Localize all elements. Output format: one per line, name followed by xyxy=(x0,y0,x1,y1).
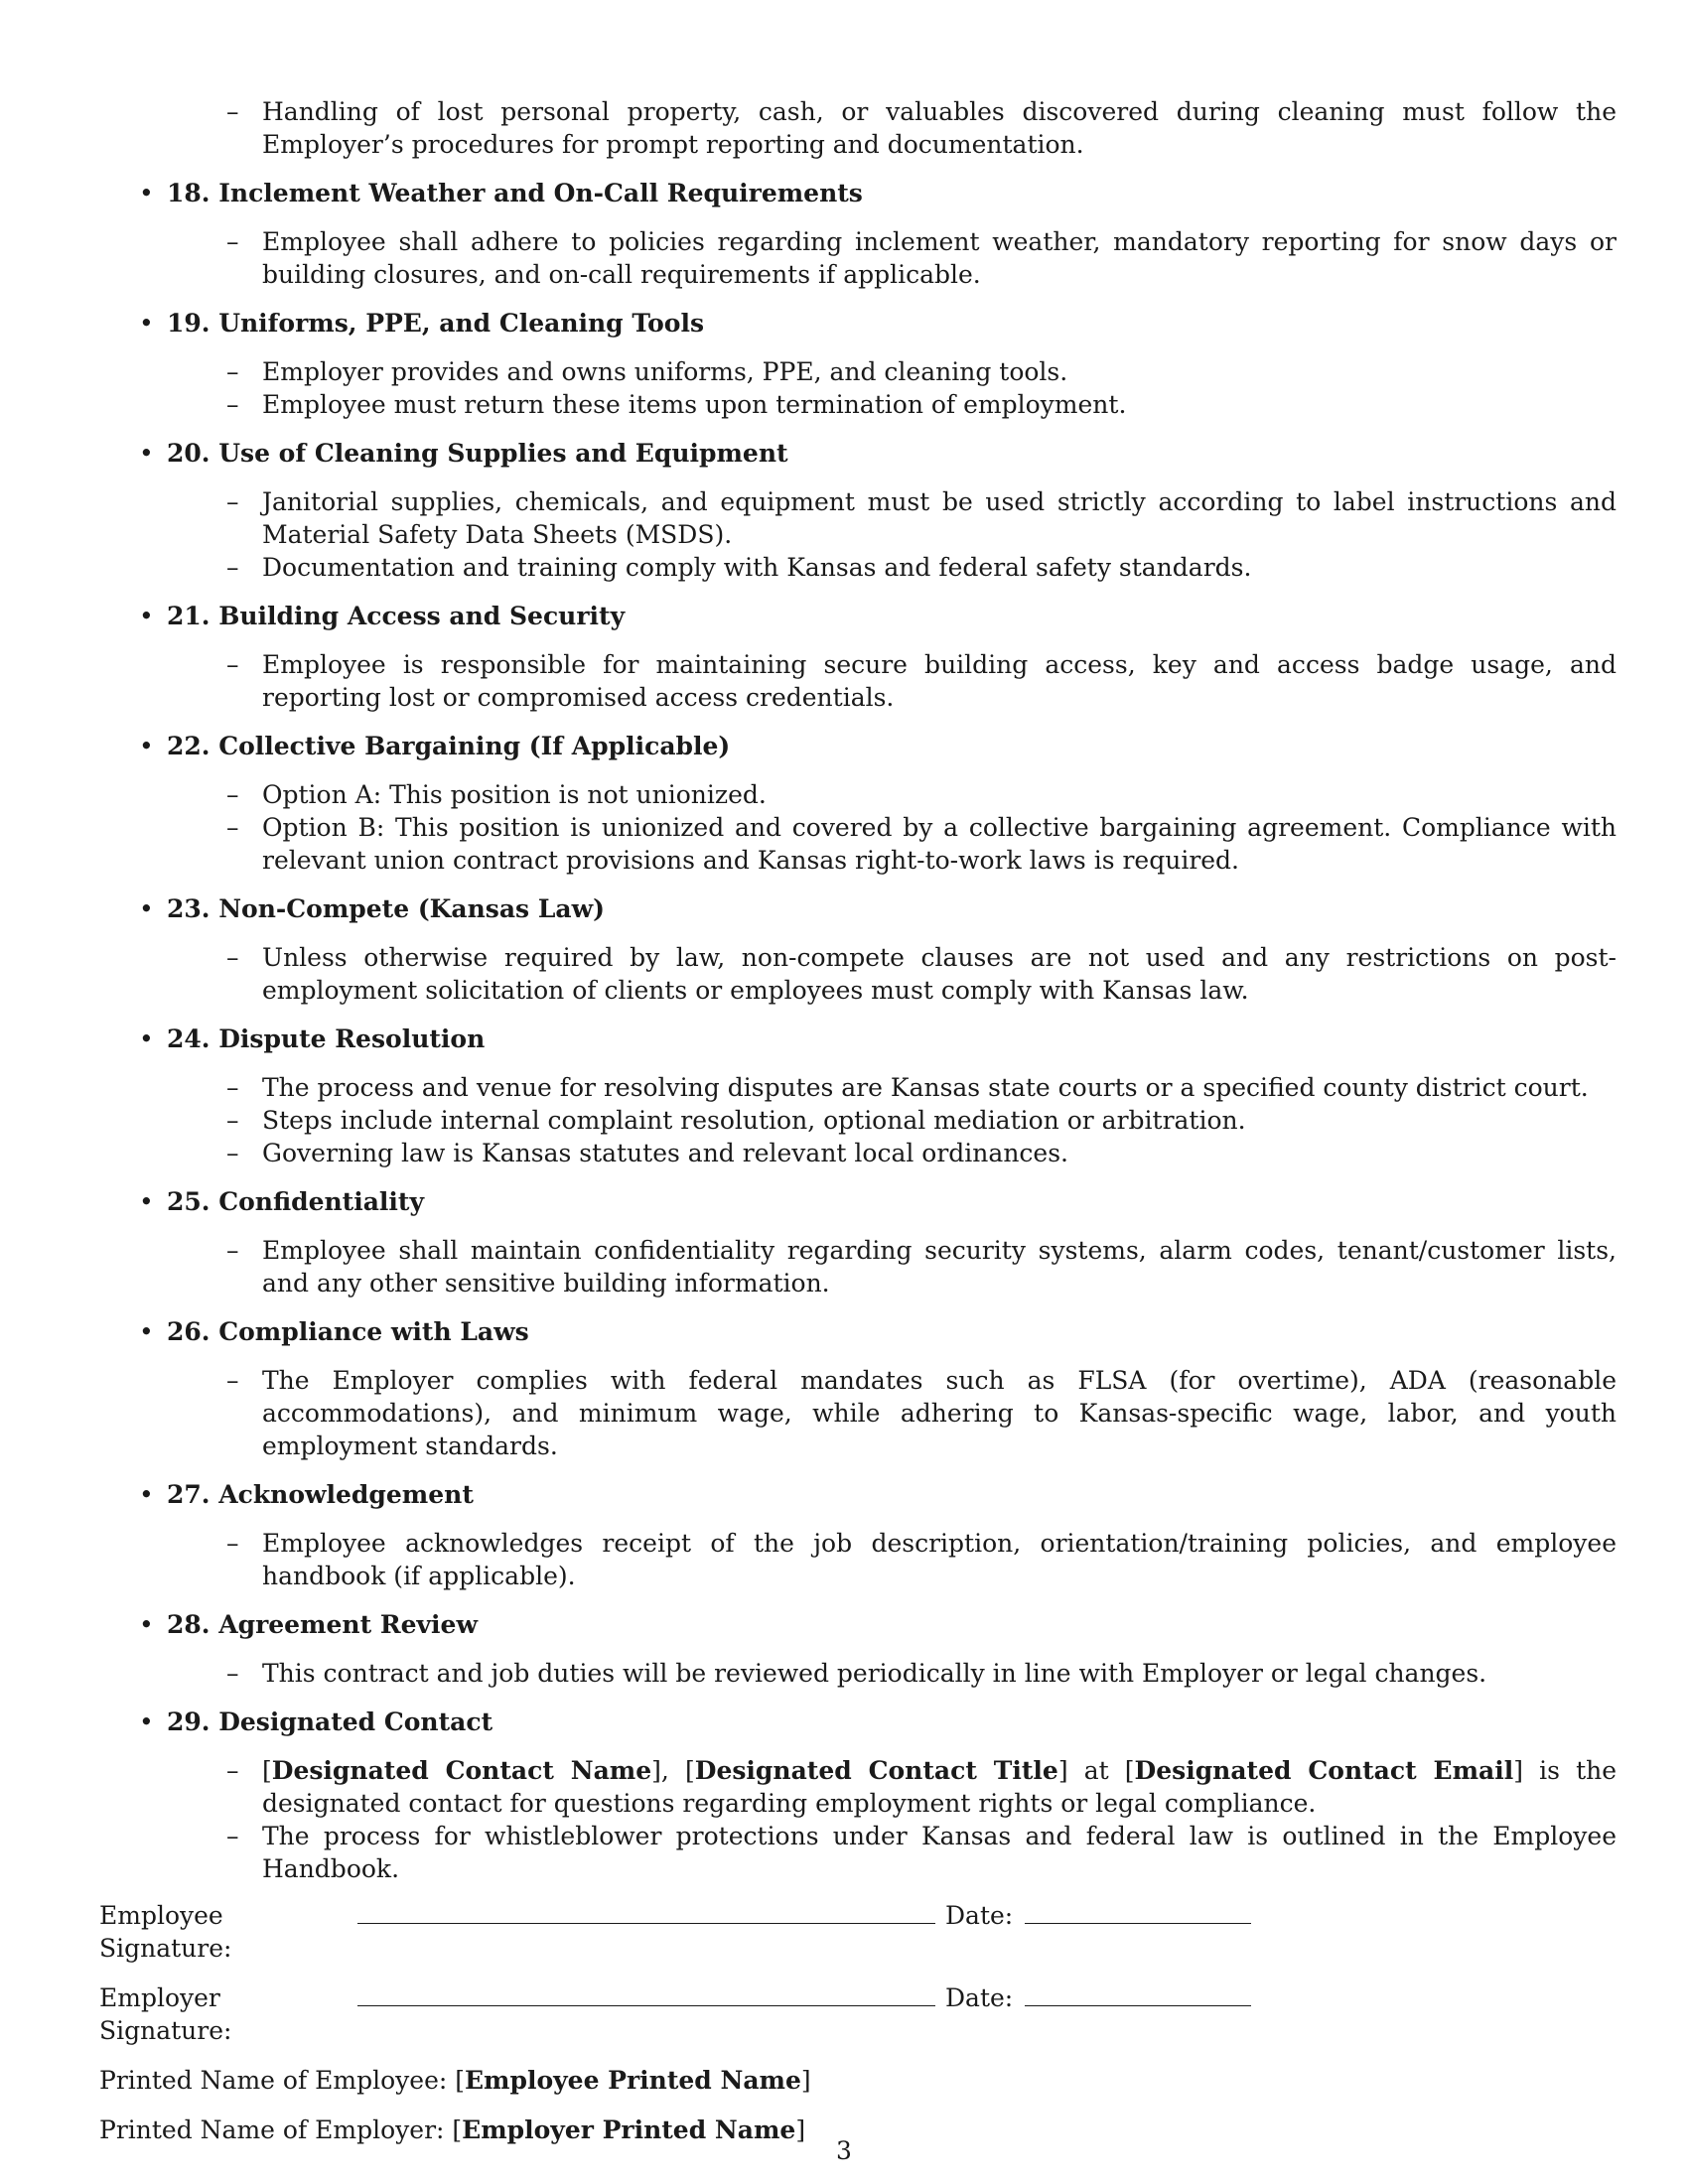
at-text: at xyxy=(1083,1756,1109,1785)
list-item-text: Documentation and training comply with Kansas and federal safety standards. xyxy=(262,553,1252,582)
list-item xyxy=(226,388,1617,421)
section-heading xyxy=(139,437,1589,470)
section-heading-text: 27. Acknowledgement xyxy=(167,1480,474,1509)
list-item-text: This contract and job duties will be reviewed periodically in line with Employer or legal changes. xyxy=(262,1659,1487,1688)
list-item xyxy=(226,811,1617,877)
section-heading-text: 24. Dispute Resolution xyxy=(167,1024,486,1053)
bullet-marker: • xyxy=(139,732,154,760)
list-item xyxy=(226,95,1617,161)
section-heading-text: 21. Building Access and Security xyxy=(167,602,626,630)
bullet-marker: • xyxy=(139,602,154,630)
dash-marker: – xyxy=(226,390,239,419)
printed-employer-label: Printed Name of Employer: xyxy=(99,2116,445,2144)
list-item-text: Employee shall adhere to policies regarding inclement weather, mandatory reporting for snow days or building closures, and on-call requirements if applicable. xyxy=(262,227,1617,289)
list-item xyxy=(226,1754,1617,1820)
section-heading xyxy=(139,1608,1589,1641)
list-item-text: Employee must return these items upon termination of employment. xyxy=(262,390,1127,419)
section-heading-text: 18. Inclement Weather and On-Call Requirements xyxy=(167,179,863,207)
designated-contact-sentence: [Designated Contact Name], [Designated Contact Title] at [Designated Contact Email] is the designated contact for questions regarding employment rights or legal compliance. xyxy=(262,1756,1618,1818)
list-item xyxy=(226,1137,1617,1169)
bullet-marker: • xyxy=(139,1187,154,1216)
list-item-text: Option B: This position is unionized and covered by a collective bargaining agreement. Compliance with relevant union contract provisions and Kansas right-to-work laws is required. xyxy=(262,813,1617,875)
list-item xyxy=(226,355,1617,388)
section-heading xyxy=(139,730,1589,762)
printed-employee-label: Printed Name of Employee: xyxy=(99,2066,448,2095)
section-heading-text: 28. Agreement Review xyxy=(167,1610,478,1639)
list-item xyxy=(226,778,1617,811)
printed-employer-row: Printed Name of Employer: [ Employer Printed Name ] xyxy=(99,2116,806,2144)
printed-employee-row: Printed Name of Employee: [ Employee Printed Name ] xyxy=(99,2066,811,2095)
bullet-marker: • xyxy=(139,1480,154,1509)
list-item xyxy=(226,1234,1617,1299)
dash-marker: – xyxy=(226,1073,239,1102)
list-item-text: Employer provides and owns uniforms, PPE, and cleaning tools. xyxy=(262,357,1068,386)
contact-email-placeholder: Designated Contact Email xyxy=(1134,1756,1514,1785)
section-heading-text: 22. Collective Bargaining (If Applicable) xyxy=(167,732,731,760)
bullet-marker: • xyxy=(139,894,154,923)
section-heading xyxy=(139,177,1589,209)
dash-marker: – xyxy=(226,650,239,679)
dash-marker: – xyxy=(226,1756,239,1785)
dash-marker: – xyxy=(226,227,239,256)
printed-employee-placeholder: Employee Printed Name xyxy=(464,2066,801,2095)
section-heading-text: 20. Use of Cleaning Supplies and Equipment xyxy=(167,439,788,468)
list-item-text: The Employer complies with federal mandates such as FLSA (for overtime), ADA (reasonable accommodations), and minimum wage, while adhering to Kansas-specific wage, labor, and youth employment standards. xyxy=(262,1366,1617,1460)
section-heading xyxy=(139,1315,1589,1348)
list-item-text: Employee shall maintain confidentiality regarding security systems, alarm codes, tenant/customer lists, and any other sensitive building information. xyxy=(262,1236,1617,1297)
list-item-text: Handling of lost personal property, cash, or valuables discovered during cleaning must follow the Employer’s procedures for prompt reporting and documentation. xyxy=(262,97,1617,159)
list-item-text: The process for whistleblower protections under Kansas and federal law is outlined in the Employee Handbook. xyxy=(262,1822,1617,1883)
bullet-marker: • xyxy=(139,1024,154,1053)
dash-marker: – xyxy=(226,1659,239,1688)
dash-marker: – xyxy=(226,943,239,972)
dash-marker: – xyxy=(226,357,239,386)
contact-title-placeholder: Designated Contact Title xyxy=(694,1756,1058,1785)
list-item xyxy=(226,1364,1617,1462)
list-item xyxy=(226,648,1617,714)
document-body xyxy=(99,95,1618,2163)
list-item-text: Employee is responsible for maintaining secure building access, key and access badge usage, and reporting lost or compromised access credentials. xyxy=(262,650,1617,712)
dash-marker: – xyxy=(226,813,239,842)
bullet-marker: • xyxy=(139,1610,154,1639)
employee-date-field[interactable] xyxy=(1025,1901,1251,1924)
section-heading xyxy=(139,1185,1589,1218)
bullet-marker: • xyxy=(139,439,154,468)
dash-marker: – xyxy=(226,97,239,126)
signature-block xyxy=(99,1899,1589,2146)
section-heading xyxy=(139,1706,1589,1738)
contact-name-placeholder: Designated Contact Name xyxy=(271,1756,652,1785)
dash-marker: – xyxy=(226,553,239,582)
bullet-marker: • xyxy=(139,179,154,207)
dash-marker: – xyxy=(226,487,239,516)
section-heading xyxy=(139,1023,1589,1055)
employee-signature-field[interactable] xyxy=(357,1901,935,1924)
list-item xyxy=(226,1071,1617,1104)
list-item xyxy=(226,485,1617,551)
section-heading-text: 29. Designated Contact xyxy=(167,1707,493,1736)
list-item-text: Employee acknowledges receipt of the job description, orientation/training policies, and employee handbook (if applicable). xyxy=(262,1529,1617,1590)
list-item xyxy=(226,1527,1617,1592)
list-item-text: Steps include internal complaint resolution, optional mediation or arbitration. xyxy=(262,1106,1246,1135)
section-heading-text: 19. Uniforms, PPE, and Cleaning Tools xyxy=(167,309,705,338)
list-item-text: The process and venue for resolving disputes are Kansas state courts or a specified county district court. xyxy=(262,1073,1589,1102)
list-item-text: Option A: This position is not unionized. xyxy=(262,780,767,809)
section-heading xyxy=(139,307,1589,340)
bullet-marker: • xyxy=(139,1317,154,1346)
section-heading xyxy=(139,892,1589,925)
list-item-text: Governing law is Kansas statutes and relevant local ordinances. xyxy=(262,1139,1068,1167)
section-heading-text: 23. Non-Compete (Kansas Law) xyxy=(167,894,605,923)
employer-signature-field[interactable] xyxy=(357,1983,935,2006)
employer-signature-label: Employer Signature: xyxy=(99,1983,232,2045)
page-number: 3 xyxy=(836,2136,852,2165)
dash-marker: – xyxy=(226,1139,239,1167)
section-heading xyxy=(139,1478,1589,1511)
list-item xyxy=(226,551,1617,584)
bullet-marker: • xyxy=(139,309,154,338)
dash-marker: – xyxy=(226,1529,239,1558)
section-heading-text: 25. Confidentiality xyxy=(167,1187,424,1216)
employee-signature-label: Employee Signature: xyxy=(99,1901,232,1963)
contact-tail-text: is the designated contact for questions regarding employment rights or legal compliance. xyxy=(262,1756,1618,1818)
list-item xyxy=(226,1820,1617,1885)
dash-marker: – xyxy=(226,1822,239,1850)
list-item xyxy=(226,225,1617,291)
section-heading xyxy=(139,600,1589,632)
employer-signature-row xyxy=(99,1981,1589,2047)
list-item xyxy=(226,1104,1617,1137)
printed-employer-placeholder: Employer Printed Name xyxy=(462,2116,796,2144)
employer-date-field[interactable] xyxy=(1025,1983,1251,2006)
dash-marker: – xyxy=(226,780,239,809)
section-heading-text: 26. Compliance with Laws xyxy=(167,1317,529,1346)
date-label: Date: xyxy=(945,1983,1014,2012)
list-item-text: Unless otherwise required by law, non-compete clauses are not used and any restrictions on post-employment solicitation of clients or employees must comply with Kansas law. xyxy=(262,943,1617,1005)
list-item xyxy=(226,1657,1617,1690)
list-item-text: Janitorial supplies, chemicals, and equipment must be used strictly according to label instructions and Material Safety Data Sheets (MSDS). xyxy=(262,487,1617,549)
dash-marker: – xyxy=(226,1366,239,1395)
employee-signature-row xyxy=(99,1899,1589,1965)
date-label: Date: xyxy=(945,1901,1014,1930)
bullet-marker: • xyxy=(139,1707,154,1736)
list-item xyxy=(226,941,1617,1007)
dash-marker: – xyxy=(226,1236,239,1265)
dash-marker: – xyxy=(226,1106,239,1135)
